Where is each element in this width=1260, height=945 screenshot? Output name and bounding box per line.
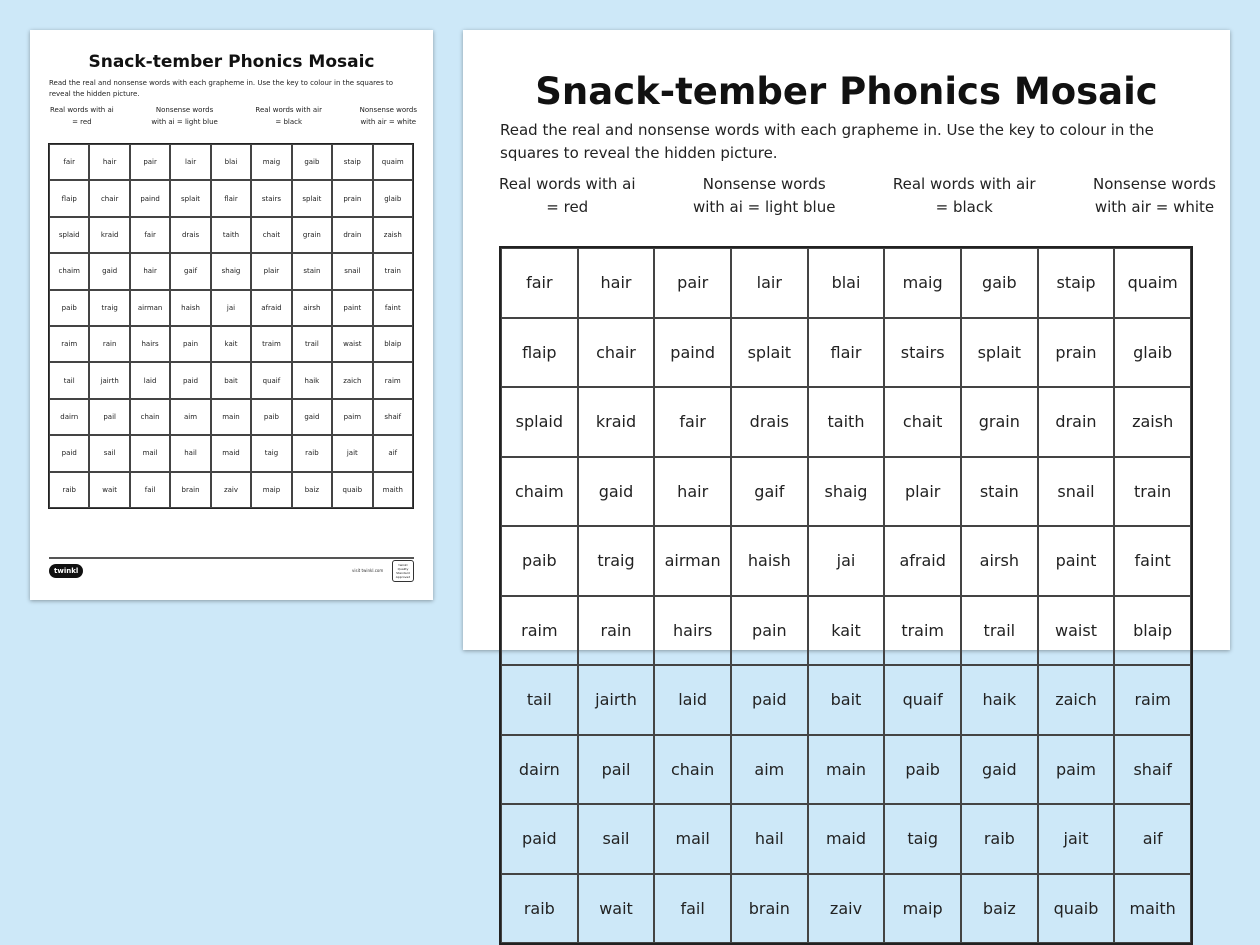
grid-cell: paib <box>501 526 578 596</box>
grid-cell: jai <box>211 290 251 326</box>
footer-divider <box>49 557 414 559</box>
worksheet-thumbnail[interactable] <box>30 30 433 600</box>
grid-cell: snail <box>332 253 372 289</box>
grid-cell: traig <box>89 290 129 326</box>
grid-cell: main <box>211 399 251 435</box>
grid-cell: hairs <box>130 326 170 362</box>
grid-cell: maig <box>884 248 961 318</box>
grid-cell: jairth <box>89 362 129 398</box>
grid-cell: traig <box>578 526 655 596</box>
grid-cell: raib <box>501 874 578 944</box>
grid-cell: flaip <box>501 318 578 388</box>
grid-cell: zaich <box>332 362 372 398</box>
grid-cell: tail <box>49 362 89 398</box>
grid-cell: jai <box>808 526 885 596</box>
key-item: Real words with ai = red <box>50 106 114 126</box>
grid-cell: waist <box>1038 596 1115 666</box>
grid-cell: stairs <box>884 318 961 388</box>
grid-cell: haik <box>292 362 332 398</box>
grid-cell: quaif <box>251 362 291 398</box>
worksheet-zoomed <box>463 30 1230 918</box>
grid-cell: rain <box>578 596 655 666</box>
grid-cell: paint <box>1038 526 1115 596</box>
mosaic-grid <box>499 246 1193 945</box>
grid-cell: hairs <box>654 596 731 666</box>
grid-cell: paim <box>1038 735 1115 805</box>
grid-cell: flair <box>211 180 251 216</box>
quality-badge: twinkl Quality Standard Approved <box>392 560 414 582</box>
grid-cell: jait <box>1038 804 1115 874</box>
grid-cell: aim <box>731 735 808 805</box>
grid-cell: hail <box>170 435 210 471</box>
grid-cell: gaid <box>292 399 332 435</box>
grid-cell: flair <box>808 318 885 388</box>
grid-cell: kraid <box>89 217 129 253</box>
grid-cell: aif <box>373 435 413 471</box>
grid-cell: splait <box>961 318 1038 388</box>
key-item: Real words with air = black <box>892 175 1036 216</box>
grid-cell: maith <box>1114 874 1191 944</box>
grid-cell: aif <box>1114 804 1191 874</box>
grid-cell: chain <box>130 399 170 435</box>
grid-cell: dairn <box>501 735 578 805</box>
grid-cell: splait <box>292 180 332 216</box>
grid-cell: fair <box>130 217 170 253</box>
grid-cell: maip <box>251 472 291 508</box>
grid-cell: staip <box>332 144 372 180</box>
grid-cell: prain <box>1038 318 1115 388</box>
grid-cell: grain <box>292 217 332 253</box>
grid-cell: raim <box>373 362 413 398</box>
colour-key <box>499 173 1216 219</box>
key-item: Nonsense words with ai = light blue <box>692 175 836 216</box>
grid-cell: fail <box>130 472 170 508</box>
grid-cell: brain <box>170 472 210 508</box>
grid-cell: grain <box>961 387 1038 457</box>
grid-cell: airman <box>654 526 731 596</box>
grid-cell: drais <box>731 387 808 457</box>
grid-cell: maith <box>373 472 413 508</box>
grid-cell: snail <box>1038 457 1115 527</box>
grid-cell: splait <box>170 180 210 216</box>
grid-cell: laid <box>654 665 731 735</box>
grid-cell: fail <box>654 874 731 944</box>
grid-cell: taith <box>808 387 885 457</box>
grid-cell: maid <box>211 435 251 471</box>
grid-cell: pair <box>654 248 731 318</box>
grid-cell: faint <box>1114 526 1191 596</box>
grid-cell: shaif <box>1114 735 1191 805</box>
grid-cell: paind <box>130 180 170 216</box>
grid-cell: hair <box>654 457 731 527</box>
grid-cell: gaif <box>170 253 210 289</box>
key-item: Real words with air = black <box>255 106 322 126</box>
grid-cell: paid <box>731 665 808 735</box>
instructions: Read the real and nonsense words with each grapheme in. Use the key to colour in the squares to reveal the hidden picture. <box>500 121 1154 162</box>
grid-cell: drain <box>1038 387 1115 457</box>
grid-cell: splaid <box>501 387 578 457</box>
grid-cell: airsh <box>292 290 332 326</box>
grid-cell: quaim <box>1114 248 1191 318</box>
grid-cell: hair <box>130 253 170 289</box>
grid-cell: gaib <box>292 144 332 180</box>
grid-cell: pain <box>170 326 210 362</box>
grid-cell: mail <box>130 435 170 471</box>
grid-cell: fair <box>654 387 731 457</box>
grid-cell: airman <box>130 290 170 326</box>
grid-cell: plair <box>251 253 291 289</box>
grid-cell: airsh <box>961 526 1038 596</box>
grid-cell: taig <box>251 435 291 471</box>
grid-cell: raim <box>501 596 578 666</box>
page-title: Snack-tember Phonics Mosaic <box>88 52 375 72</box>
grid-cell: shaig <box>808 457 885 527</box>
grid-cell: kraid <box>578 387 655 457</box>
grid-cell: blai <box>808 248 885 318</box>
grid-cell: paid <box>170 362 210 398</box>
grid-cell: sail <box>578 804 655 874</box>
grid-cell: glaib <box>373 180 413 216</box>
grid-cell: paim <box>332 399 372 435</box>
grid-cell: laid <box>130 362 170 398</box>
visit-link: visit twinkl.com <box>352 568 384 573</box>
grid-cell: chait <box>884 387 961 457</box>
grid-cell: paint <box>332 290 372 326</box>
grid-cell: pail <box>578 735 655 805</box>
twinkl-logo: twinkl <box>49 564 83 578</box>
grid-cell: pain <box>731 596 808 666</box>
grid-cell: splaid <box>49 217 89 253</box>
grid-cell: haik <box>961 665 1038 735</box>
grid-cell: train <box>373 253 413 289</box>
grid-cell: raib <box>49 472 89 508</box>
grid-cell: blaip <box>1114 596 1191 666</box>
grid-cell: chait <box>251 217 291 253</box>
grid-cell: gaif <box>731 457 808 527</box>
grid-cell: shaif <box>373 399 413 435</box>
key-item: Real words with ai = red <box>499 175 636 216</box>
instructions: Read the real and nonsense words with each grapheme in. Use the key to colour in the squares to reveal the hidden picture. <box>49 79 394 98</box>
grid-cell: paib <box>251 399 291 435</box>
grid-cell: gaid <box>961 735 1038 805</box>
grid-cell: zaiv <box>211 472 251 508</box>
grid-cell: wait <box>89 472 129 508</box>
grid-cell: paib <box>49 290 89 326</box>
page-title: Snack-tember Phonics Mosaic <box>535 70 1158 113</box>
grid-cell: pair <box>130 144 170 180</box>
grid-cell: kait <box>211 326 251 362</box>
grid-cell: baiz <box>961 874 1038 944</box>
grid-cell: bait <box>808 665 885 735</box>
grid-cell: blaip <box>373 326 413 362</box>
grid-cell: blai <box>211 144 251 180</box>
grid-cell: raib <box>961 804 1038 874</box>
grid-cell: train <box>1114 457 1191 527</box>
grid-cell: quaif <box>884 665 961 735</box>
grid-cell: gaid <box>578 457 655 527</box>
grid-cell: afraid <box>251 290 291 326</box>
grid-cell: dairn <box>49 399 89 435</box>
grid-cell: taith <box>211 217 251 253</box>
grid-cell: drain <box>332 217 372 253</box>
grid-cell: plair <box>884 457 961 527</box>
grid-cell: hail <box>731 804 808 874</box>
grid-cell: aim <box>170 399 210 435</box>
grid-cell: maid <box>808 804 885 874</box>
grid-cell: chaim <box>501 457 578 527</box>
grid-cell: faint <box>373 290 413 326</box>
grid-cell: traim <box>884 596 961 666</box>
grid-cell: waist <box>332 326 372 362</box>
grid-cell: raim <box>49 326 89 362</box>
grid-cell: staip <box>1038 248 1115 318</box>
key-item: Nonsense words with ai = light blue <box>151 106 218 126</box>
colour-key <box>50 104 417 128</box>
grid-cell: drais <box>170 217 210 253</box>
grid-cell: wait <box>578 874 655 944</box>
grid-cell: bait <box>211 362 251 398</box>
grid-cell: trail <box>961 596 1038 666</box>
grid-cell: quaim <box>373 144 413 180</box>
grid-cell: lair <box>731 248 808 318</box>
grid-cell: zaiv <box>808 874 885 944</box>
grid-cell: jait <box>332 435 372 471</box>
grid-cell: stain <box>961 457 1038 527</box>
grid-cell: shaig <box>211 253 251 289</box>
grid-cell: quaib <box>1038 874 1115 944</box>
grid-cell: paind <box>654 318 731 388</box>
grid-cell: kait <box>808 596 885 666</box>
grid-cell: chain <box>654 735 731 805</box>
grid-cell: paid <box>501 804 578 874</box>
grid-cell: prain <box>332 180 372 216</box>
grid-cell: maig <box>251 144 291 180</box>
grid-cell: stain <box>292 253 332 289</box>
grid-cell: flaip <box>49 180 89 216</box>
key-item: Nonsense words with air = white <box>1093 175 1216 216</box>
grid-cell: gaib <box>961 248 1038 318</box>
grid-cell: chair <box>89 180 129 216</box>
grid-cell: main <box>808 735 885 805</box>
mosaic-grid <box>48 143 414 509</box>
grid-cell: rain <box>89 326 129 362</box>
key-item: Nonsense words with air = white <box>359 106 417 126</box>
grid-cell: hair <box>578 248 655 318</box>
grid-cell: lair <box>170 144 210 180</box>
grid-cell: chaim <box>49 253 89 289</box>
grid-cell: fair <box>501 248 578 318</box>
grid-cell: haish <box>170 290 210 326</box>
grid-cell: haish <box>731 526 808 596</box>
grid-cell: baiz <box>292 472 332 508</box>
grid-cell: chair <box>578 318 655 388</box>
grid-cell: glaib <box>1114 318 1191 388</box>
grid-cell: zaich <box>1038 665 1115 735</box>
grid-cell: hair <box>89 144 129 180</box>
grid-cell: taig <box>884 804 961 874</box>
grid-cell: traim <box>251 326 291 362</box>
grid-cell: quaib <box>332 472 372 508</box>
grid-cell: stairs <box>251 180 291 216</box>
grid-cell: jairth <box>578 665 655 735</box>
grid-cell: pail <box>89 399 129 435</box>
grid-cell: tail <box>501 665 578 735</box>
grid-cell: trail <box>292 326 332 362</box>
grid-cell: raim <box>1114 665 1191 735</box>
grid-cell: afraid <box>884 526 961 596</box>
grid-cell: paib <box>884 735 961 805</box>
grid-cell: splait <box>731 318 808 388</box>
grid-cell: zaish <box>373 217 413 253</box>
grid-cell: brain <box>731 874 808 944</box>
grid-cell: mail <box>654 804 731 874</box>
grid-cell: paid <box>49 435 89 471</box>
grid-cell: maip <box>884 874 961 944</box>
grid-cell: raib <box>292 435 332 471</box>
grid-cell: zaish <box>1114 387 1191 457</box>
grid-cell: gaid <box>89 253 129 289</box>
grid-cell: sail <box>89 435 129 471</box>
grid-cell: fair <box>49 144 89 180</box>
